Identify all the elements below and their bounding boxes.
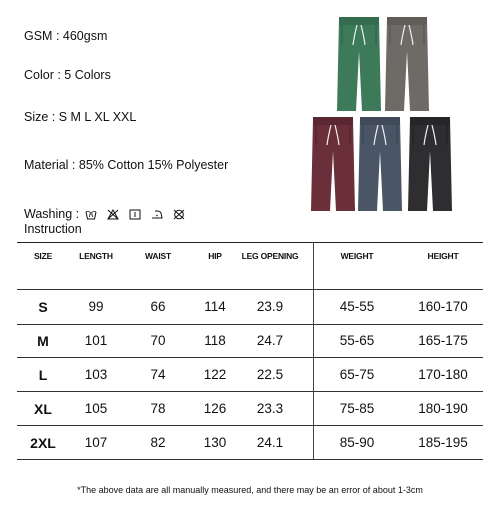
cell-height: 160-170 [418, 299, 468, 314]
cell-hip: 130 [203, 435, 227, 450]
header-length: LENGTH [79, 251, 113, 261]
cell-waist: 66 [150, 299, 166, 314]
hand-wash-icon [85, 209, 97, 220]
cell-leg-opening: 24.1 [256, 435, 284, 450]
header-waist: WAIST [145, 251, 171, 261]
cell-leg-opening: 23.9 [256, 299, 284, 314]
cell-size: XL [34, 401, 52, 417]
burgundy-pants-image [310, 115, 356, 213]
washing-instruction [24, 207, 185, 221]
cell-waist: 74 [150, 367, 166, 382]
grey-pants-image [384, 15, 430, 113]
cell-height: 165-175 [418, 333, 468, 348]
do-not-bleach-icon [107, 209, 119, 220]
table-top-rule [17, 242, 483, 243]
cell-weight: 75-85 [339, 401, 375, 416]
cell-length: 99 [88, 299, 104, 314]
cell-hip: 114 [204, 299, 226, 314]
cell-hip: 118 [204, 333, 226, 348]
cell-length: 101 [84, 333, 108, 348]
cell-waist: 82 [150, 435, 166, 450]
spec-material: Material : 85% Cotton 15% Polyester [24, 158, 229, 172]
cell-length: 103 [84, 367, 108, 382]
cell-size: L [38, 367, 48, 383]
measurement-footnote: *The above data are all manually measured, and there may be an error of about 1-3cm [77, 485, 423, 495]
table-column-divider [313, 242, 314, 459]
cell-size: S [38, 299, 48, 315]
cell-leg-opening: 23.3 [256, 401, 284, 416]
table-rule [17, 391, 483, 392]
tumble-dry-icon [129, 209, 141, 220]
black-pants-image [407, 115, 453, 213]
washing-label-instruction: Instruction [24, 222, 82, 236]
cell-leg-opening: 22.5 [256, 367, 284, 382]
cell-weight: 45-55 [339, 299, 375, 314]
cell-hip: 126 [203, 401, 227, 416]
washing-label: Washing : [24, 207, 80, 221]
green-pants-image [336, 15, 382, 113]
header-hip: HIP [208, 251, 222, 261]
slate-blue-pants-image [357, 115, 403, 213]
cell-length: 107 [84, 435, 108, 450]
cell-weight: 85-90 [339, 435, 375, 450]
header-size: SIZE [33, 251, 53, 261]
cell-hip: 122 [203, 367, 227, 382]
table-rule [17, 425, 483, 426]
spec-gsm: GSM : 460gsm [24, 29, 108, 43]
spec-size: Size : S M L XL XXL [24, 110, 137, 124]
cell-waist: 70 [150, 333, 166, 348]
do-not-dry-clean-icon [173, 209, 185, 220]
cell-height: 170-180 [418, 367, 468, 382]
cell-leg-opening: 24.7 [256, 333, 284, 348]
cell-weight: 65-75 [339, 367, 375, 382]
table-rule [17, 289, 483, 290]
table-rule [17, 459, 483, 460]
iron-icon [151, 209, 163, 220]
table-rule [17, 324, 483, 325]
header-leg-opening: LEG OPENING [241, 251, 299, 261]
cell-length: 105 [84, 401, 108, 416]
cell-height: 180-190 [418, 401, 468, 416]
cell-waist: 78 [150, 401, 166, 416]
cell-height: 185-195 [418, 435, 468, 450]
cell-size: 2XL [30, 435, 56, 451]
header-height: HEIGHT [427, 251, 459, 261]
spec-color: Color : 5 Colors [24, 68, 111, 82]
cell-size: M [37, 333, 49, 349]
cell-weight: 55-65 [339, 333, 375, 348]
header-weight: WEIGHT [340, 251, 374, 261]
table-rule [17, 357, 483, 358]
